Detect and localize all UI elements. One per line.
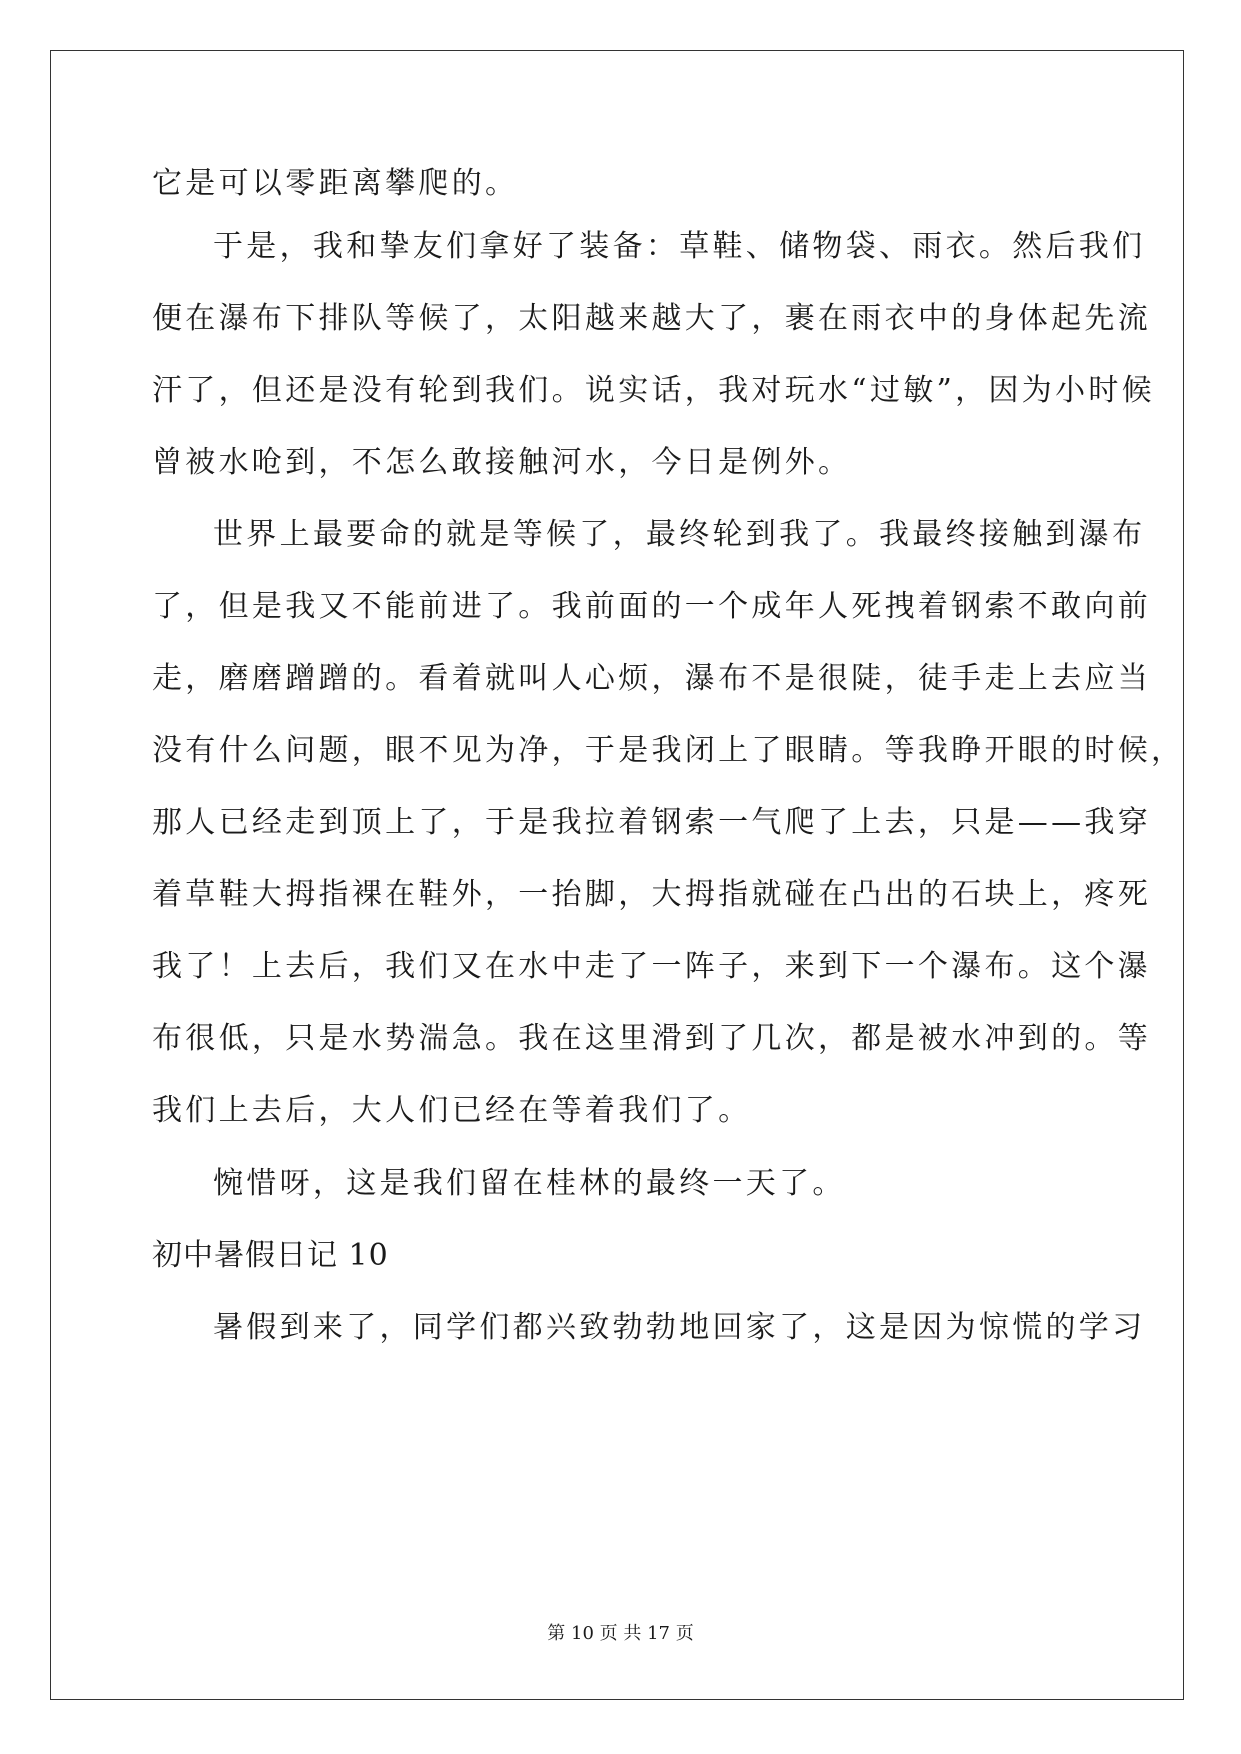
text-line: 那人已经走到顶上了，于是我拉着钢索一气爬了上去，只是——我穿 <box>152 805 1151 840</box>
text-line: 于是，我和挚友们拿好了装备：草鞋、储物袋、雨衣。然后我们 <box>213 229 1146 264</box>
text-line: 曾被水呛到，不怎么敢接触河水，今日是例外。 <box>152 445 852 480</box>
text-line: 了，但是我又不能前进了。我前面的一个成年人死拽着钢索不敢向前 <box>152 589 1151 624</box>
text-line: 我了！上去后，我们又在水中走了一阵子，来到下一个瀑布。这个瀑 <box>152 949 1151 984</box>
text-line: 世界上最要命的就是等候了，最终轮到我了。我最终接触到瀑布 <box>213 517 1146 552</box>
text-line: 布很低，只是水势湍急。我在这里滑到了几次，都是被水冲到的。等 <box>152 1021 1151 1056</box>
text-line: 我们上去后，大人们已经在等着我们了。 <box>152 1093 752 1128</box>
text-line: 走，磨磨蹭蹭的。看着就叫人心烦，瀑布不是很陡，徒手走上去应当 <box>152 661 1151 696</box>
section-heading: 初中暑假日记 10 <box>152 1238 389 1273</box>
page-number: 第 10 页 共 17 页 <box>547 1623 694 1644</box>
text-line: 惋惜呀，这是我们留在桂林的最终一天了。 <box>213 1166 846 1201</box>
text-line: 没有什么问题，眼不见为净，于是我闭上了眼睛。等我睁开眼的时候， <box>152 733 1185 768</box>
text-line: 汗了，但还是没有轮到我们。说实话，我对玩水“过敏”，因为小时候 <box>152 373 1155 408</box>
text-line: 它是可以零距离攀爬的。 <box>152 166 519 201</box>
text-line: 便在瀑布下排队等候了，太阳越来越大了，裹在雨衣中的身体起先流 <box>152 301 1151 336</box>
text-line: 着草鞋大拇指裸在鞋外，一抬脚，大拇指就碰在凸出的石块上，疼死 <box>152 877 1151 912</box>
text-line: 暑假到来了，同学们都兴致勃勃地回家了，这是因为惊慌的学习 <box>213 1310 1146 1345</box>
